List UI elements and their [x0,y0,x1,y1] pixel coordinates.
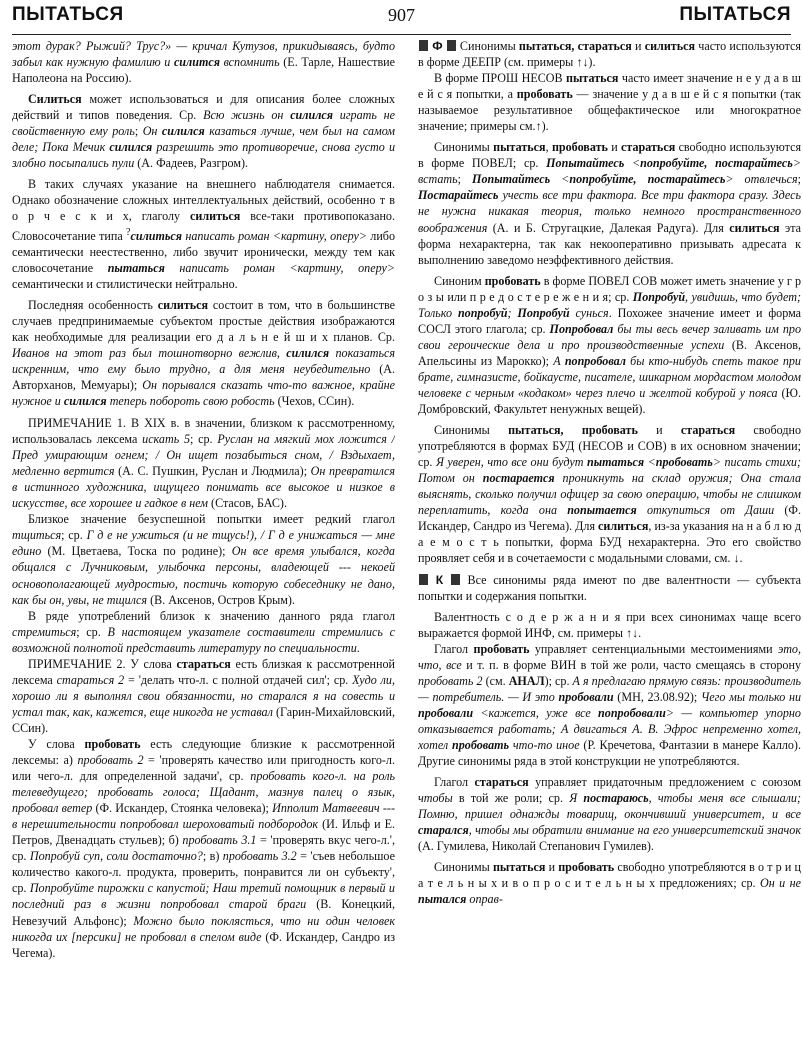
right-paragraph: Глагол стараться управляет придаточным предложением с союзом чтобы в той же роли; ср. Я постараюсь, чтобы меня все слышали; Помню, пришел однажды товарищ, окончивший университет, и все старался, чтобы мы обратили внимание на его университетский значок (А. Гумилева, Николай Степанович Гумилев). [418,775,801,854]
left-column [12,38,395,1054]
header-rule [12,34,791,35]
section-marker-letter: К [435,572,444,587]
running-head-left: ПЫТАТЬСЯ [12,4,124,25]
right-paragraph: Синонимы пытаться и пробовать свободно употребляются в о т р и ц а т е л ь н ы х и в о п р о с и т е л ь н ы х предложениях; ср. Он и не пытался оправ- [418,860,801,907]
left-paragraph: В ряде употреблений близок к значению данного ряда глагол стремиться; ср. В настоящем указателе составители стремились с возможной полнотой представить литературу по специальности. [12,608,395,655]
left-paragraph: Последняя особенность силиться состоит в том, что в большинстве случаев предпринимаемые субъектом простые действия изображаются как необходимые для реализации его д а л ь н е й ш и х планов. Ср. Иванов на этот раз был тошнотворно вежлив, силился показаться искренним, что ему было трудно, а для меня неубедительно (А. Авторханов, Мемуары); Он порывался сказать что-то важное, крайне нужное и силился теперь побороть свою робость (Чехов, ССин). [12,297,395,409]
left-paragraph: ПРИМЕЧАНИЕ 1. В XIX в. в значении, близком к рассмотренному, использовалась лексема искать 5; ср. Руслан на мягкий мох ложится / Пред умирающим огнем; / Он ищет позабыться сном, / Вздыхает, медленно вертится (А. С. Пушкин, Руслан и Людмила); Он превратился в истинного художника, ищущего понимать все высокое и низкое в искусстве, все хорошее и гадкое в нем (Стасов, БАС). [12,416,395,511]
right-column [418,38,801,1054]
left-paragraph: Силиться может использоваться и для описания более сложных действий и типов поведения. Ср. Всю жизнь он силился играть не свойственную ему роль; Он силился казаться лучше, чем был на самом деле; Пока Мечик силился разрешить это противоречие, снова густо и злобно посыпались пули (А. Фадеев, Разгром). [12,92,395,171]
left-paragraph: В таких случаях указание на внешнего наблюдателя снимается. Однако обозначение сложных интеллектуальных действий, особенно т в о р ч е с к и х, глаголу силиться все-таки противопоказано. Словосочетание типа ?силиться написать роман <картину, оперу> либо семантически неестественно, либо звучит иронически, между тем как словосочетание пытаться написать роман <картину, оперу> семантически и стилистически нейтрально. [12,177,395,291]
right-paragraph: Синоним пробовать в форме ПОВЕЛ СОВ может иметь значение у г р о з ы или п р е д о с т е р е ж е н и я; ср. Попробуй, увидишь, что будет; Только попробуй; Попробуй сунься. Похожее значение имеет и форма СОСЛ этого глагола; ср. Попробовал бы ты весь вечер заливать им про свои героические дела и про производственные успехи (В. Аксенов, Апельсины из Марокко); А попробовал бы кто-нибудь спеть такое при брате, гимназисте, бойкаусте, писателе, шикарном мордастом молодом человеке с черным «кодаком» через плечо и желтой кобурой у пояса (Ю. Домбровский, Факультет ненужных вещей). [418,273,801,417]
right-paragraph: Синонимы пытаться, пробовать и стараться свободно употребляются в формах БУД (НЕСОВ и СОВ) в их основном значении; ср. Я уверен, что все они будут пытаться <пробовать> писать стихи; Потом он постарается проникнуть на склад оружия; Она стала выяснять, сколько получил офицер за свою операцию, чтобы не слишком переплатить, когда она попытается откупиться от Даши (Ф. Искандер, Сандро из Чегема). Для силиться, из-за указания на н а б л ю д а е м о с т ь попытки, форма БУД нехарактерна. Это его свойство проявляет себя и в сочетаемости с модальными словами, см. ↓. [418,423,801,566]
section-marker-block [419,574,428,585]
left-paragraph: ПРИМЕЧАНИЕ 2. У слова стараться есть близкая к рассмотренной лексема стараться 2 = 'делать что-л. с полной отдачей сил'; ср. Худо ли, хорошо ли я выполнял свои обязанности, но старался я на совесть и устал так, как, кажется, еще никогда не уставал (Гарин-Михайловский, ССин). [12,656,395,735]
section-marker-block [447,40,456,51]
right-paragraph: Глагол пробовать управляет сентенциальными местоимениями это, что, все и т. п. в форме ВИН в той же роли, часто смещаясь в сторону пробовать 2 (см. АНАЛ); ср. А я предлагаю прямую связь: производитель — потребитель. — И это пробовали (МН, 23.08.92); Чего мы только ни пробовали <кажется, уже все попробовали> — компьютер упорно отказывается работать; А двигаться А. В. Эфрос непременно хотел, хотел пробовать что-то иное (Р. Кречетова, Фантазии в манере Калло). Другие синонимы ряда в этой конструкции не употребляются. [418,641,801,769]
right-paragraph: Валентность с о д е р ж а н и я при всех синонимах чаще всего выражается формой ИНФ, см. примеры ↑↓. [418,609,801,640]
left-paragraph: этот дурак? Рыжий? Трус?» — кричал Кутузов, прикидываясь, будто забыл как нужную фамилию и силится вспомнить (Е. Тарле, Нашествие Наполеона на Россию). [12,39,395,86]
right-paragraph: К Все синонимы ряда имеют по две валентности — субъекта попытки и содержания попытки. [418,572,801,603]
section-marker-letter: Ф [432,39,443,53]
page-header [12,4,791,30]
right-paragraph: В форме ПРОШ НЕСОВ пытаться часто имеет значение н е у д а в ш е й с я попытки, а пробовать — значение у д а в ш е й с я попытки (так называемое результативное общефактическое или многократное значение; примеры см.↑). [418,71,801,134]
section-marker-block [419,40,428,51]
page-number: 907 [388,5,415,25]
running-head-right: ПЫТАТЬСЯ [679,4,791,25]
left-paragraph: Близкое значение безуспешной попытки имеет редкий глагол тщиться; ср. Г д е не ужиться (и не тщусь!), / Г д е унижаться — мне едино (М. Цветаева, Тоска по родине); Он все время улыбался, когда общался с Лучниковым, улыбочка персоны, владеющей --- некоей основополагающей мудростью, постичь которую собеседнику не дано, как бы он, увы, не тщился (В. Аксенов, Остров Крым). [12,512,395,607]
section-marker-block [451,574,460,585]
left-paragraph: У слова пробовать есть следующие близкие к рассмотренной лексемы: а) пробовать 2 = 'проверять качество или пригодность кого-л. или чего-л. для определенной задачи', ср. пробовать кого-л. на роль телеведущего; пробовать голоса; Щадант, мазнув палец о язык, пробовал ветер (Ф. Искандер, Стоянка человека); Ипполит Матвеевич --- в нерешительности попробовал шероховатый подбородок (И. Ильф и Е. Петров, Двенадцать стульев); б) пробовать 3.1 = 'проверять вкус чего-л.', ср. Попробуй суп, соли достаточно?; в) пробовать 3.2 = 'съев небольшое количество какого-л. продукта, проверить, понравится ли он субъекту', ср. Попробуйте пирожки с капустой; Наш третий помощник в первый и последний раз в жизни попробовал старой браги (В. Конецкий, Невезучий Альфонс); Можно было поклясться, что ни один человек никогда их [персики] не пробовал в спелом виде (Ф. Искандер, Сандро из Чегема). [12,737,395,960]
right-paragraph: Синонимы пытаться, пробовать и стараться свободно используются в форме ПОВЕЛ; ср. Попытайтесь <попробуйте, постарайтесь> встать; Попытайтесь <попробуйте, постарайтесь> отвлечься; Постарайтесь учесть все три фактора. Все три фактора сразу. Здесь не нужна никакая теория, только немного пространственного воображения (А. и Б. Стругацкие, Далекая Радуга). Для силиться эта форма нехарактерна, так как некооперативно призывать адресата к выполнению заведомо неэффективного действия. [418,140,801,267]
right-paragraph: Ф Синонимы пытаться, стараться и силиться часто используются в форме ДЕЕПР (см. примеры ↑↓). [418,39,801,70]
